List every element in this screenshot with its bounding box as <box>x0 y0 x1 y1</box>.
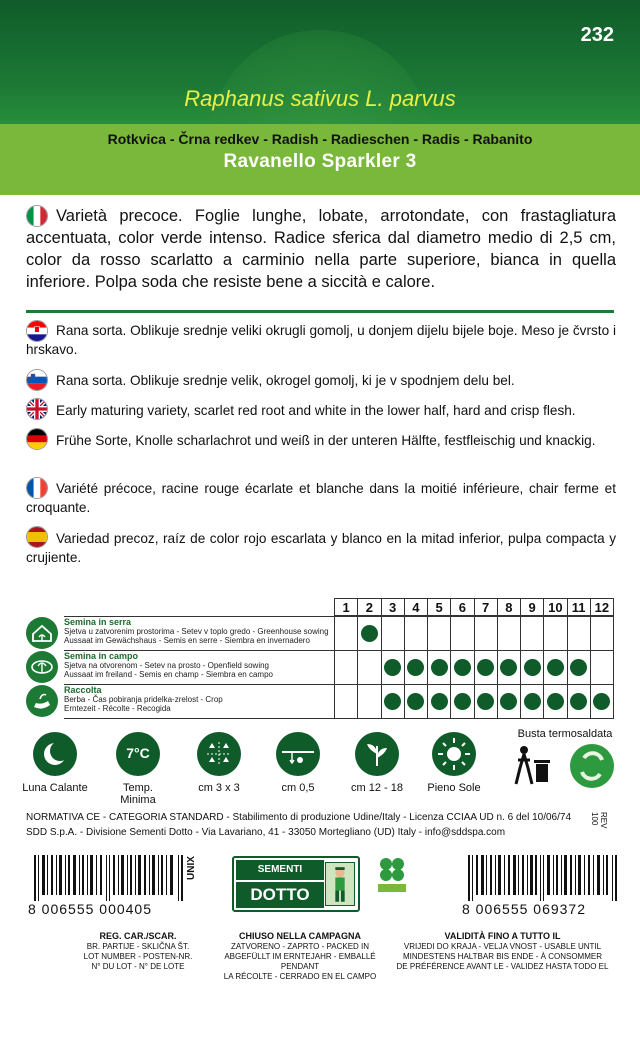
pictogram <box>421 732 487 794</box>
latin-name: Raphanus sativus L. parvus <box>184 86 456 111</box>
month-label: 4 <box>404 599 427 615</box>
validity-field <box>395 931 610 972</box>
month-cell <box>590 617 614 650</box>
month-cell <box>450 685 473 718</box>
month-cell <box>590 651 614 684</box>
calendar-row-field <box>26 650 614 684</box>
month-label: 12 <box>590 599 614 615</box>
active-month-dot <box>477 693 494 710</box>
greenhouse-icon <box>26 617 58 649</box>
month-cell <box>357 685 380 718</box>
month-cell <box>334 651 357 684</box>
clover-anniversary-icon <box>372 852 412 896</box>
month-label: 7 <box>474 599 497 615</box>
barcode-number-right: 8 006555 069372 <box>462 901 586 917</box>
active-month-dot <box>500 693 517 710</box>
lot-field <box>78 931 198 972</box>
month-label: 1 <box>334 599 357 615</box>
packed-line: ABGEFÜLLT IM ERNTEJAHR - EMBALLÉ PENDANT <box>224 952 376 971</box>
pictogram <box>344 732 410 794</box>
row-title: Raccolta <box>64 685 102 695</box>
active-month-dot <box>407 693 424 710</box>
unix-label: UNIX <box>186 856 197 880</box>
active-month-dot <box>384 659 401 676</box>
common-names: Rotkvica - Črna redkev - Radish - Radieschen - Radis - Rabanito <box>107 131 533 147</box>
month-cell <box>543 651 566 684</box>
pictogram-label: cm 0,5 <box>281 782 315 794</box>
month-header <box>334 598 614 616</box>
month-cell <box>381 651 404 684</box>
sun-icon <box>432 732 476 776</box>
description-hr: Rana sorta. Oblikuje srednje veliki okrugli gomolj, u donjem dijelu bijele boje. Meso je čvrsto i hrskavo. <box>26 323 616 357</box>
description-en: Early maturing variety, scarlet red root and white in the lower half, hard and crisp flesh. <box>56 403 576 418</box>
month-cell <box>450 617 473 650</box>
field-sowing-icon <box>26 651 58 683</box>
busta-label: Busta termosaldata <box>517 728 613 740</box>
depth-icon <box>276 732 320 776</box>
packed-field <box>210 931 390 982</box>
description-de: Frühe Sorte, Knolle scharlachrot und weiß in der unteren Hälfte, festfleischig und knackig. <box>56 433 596 448</box>
month-cell <box>334 617 357 650</box>
active-month-dot <box>524 693 541 710</box>
calendar-border <box>64 718 614 719</box>
month-cell <box>520 617 543 650</box>
validity-title: VALIDITÀ FINO A TUTTO IL <box>444 931 561 941</box>
pictogram <box>22 732 88 794</box>
month-cell <box>520 651 543 684</box>
packed-line: LA RÉCOLTE - CERRADO EN EL CAMPO <box>223 972 377 981</box>
month-label: 10 <box>543 599 566 615</box>
active-month-dot <box>524 659 541 676</box>
validity-line: MINDESTENS HALTBAR BIS ENDE - À CONSOMMER <box>403 952 602 961</box>
packed-line: ZATVORENO - ZAPRTO - PACKED IN <box>230 942 370 951</box>
month-cells <box>334 684 614 718</box>
barcode-right <box>468 855 618 901</box>
active-month-dot <box>454 693 471 710</box>
month-cell <box>497 685 520 718</box>
row-line: Aussaat im freiland - Semis en champ - Siembra en campo <box>64 670 273 679</box>
header-banner <box>0 0 640 195</box>
month-cell <box>543 617 566 650</box>
month-cell <box>427 617 450 650</box>
month-cell <box>381 617 404 650</box>
month-cell <box>334 685 357 718</box>
active-month-dot <box>407 659 424 676</box>
legal-line-2: SDD S.p.A. - Divisione Sementi Dotto - Via Lavariano, 41 - 33050 Mortegliano (UD) Italy - info@sddspa.com <box>26 827 506 838</box>
month-label: 3 <box>381 599 404 615</box>
month-cell <box>567 651 590 684</box>
validity-line: VRIJEDI DO KRAJA - VELJA VNOST - USABLE UNTIL <box>403 942 602 951</box>
row-line: Sjetva u zatvorenim prostorima - Setev v toplo gredo - Greenhouse sowing <box>64 627 329 636</box>
month-cell <box>427 651 450 684</box>
active-month-dot <box>547 693 564 710</box>
logo-top-text: SEMENTI <box>236 860 324 880</box>
pictogram <box>105 732 171 806</box>
month-cell <box>404 617 427 650</box>
validity-line: DE PRÉFÉRENCE AVANT LE - VALIDEZ HASTA TODO EL <box>396 962 609 971</box>
pictogram <box>186 732 252 794</box>
active-month-dot <box>431 693 448 710</box>
month-cell <box>427 685 450 718</box>
logo-bottom-text: DOTTO <box>236 882 324 908</box>
month-cell <box>450 651 473 684</box>
row-title: Semina in campo <box>64 651 139 661</box>
pictogram-label: cm 12 - 18 <box>351 782 403 794</box>
barcode-left <box>34 855 184 901</box>
lot-title: REG. CAR./SCAR. <box>99 931 177 941</box>
month-cell <box>497 651 520 684</box>
month-cell <box>474 651 497 684</box>
moon-icon <box>33 732 77 776</box>
plant-height-icon <box>355 732 399 776</box>
divider <box>26 310 614 313</box>
legal-line-1: NORMATIVA CE - CATEGORIA STANDARD - Stabilimento di produzione Udine/Italy - Licenza CCIAA UD n. 6 del 10/06/74 <box>26 812 572 823</box>
revision-label: REV 100 <box>590 812 608 829</box>
month-label: 11 <box>567 599 590 615</box>
spacing-icon <box>197 732 241 776</box>
month-cell <box>404 685 427 718</box>
row-line: Berba - Čas pobiranja pridelka-zrelost - Crop <box>64 695 223 704</box>
month-label: 9 <box>520 599 543 615</box>
variety-name: Ravanello Sparkler 3 <box>223 151 417 172</box>
month-cell <box>590 685 614 718</box>
sementi-dotto-logo <box>232 856 360 912</box>
thermometer-icon <box>116 732 160 776</box>
barcode-number-left: 8 006555 000405 <box>28 901 152 917</box>
month-cell <box>497 617 520 650</box>
row-line: Erntezeit - Récolte - Recogida <box>64 704 171 713</box>
month-cell <box>543 685 566 718</box>
active-month-dot <box>547 659 564 676</box>
description-es: Variedad precoz, raíz de color rojo escarlata y blanco en la mitad inferior, pulpa compacta y crujiente. <box>26 531 616 565</box>
active-month-dot <box>431 659 448 676</box>
month-cells <box>334 650 614 684</box>
pictogram-label: Temp. Minima <box>120 782 156 806</box>
month-label: 6 <box>450 599 473 615</box>
product-code: 232 <box>580 24 614 46</box>
pictogram-label: Pieno Sole <box>427 782 481 794</box>
month-label: 2 <box>357 599 380 615</box>
active-month-dot <box>500 659 517 676</box>
active-month-dot <box>477 659 494 676</box>
month-cell <box>567 617 590 650</box>
calendar-row-greenhouse <box>26 616 614 650</box>
temperature-value: 7°C <box>126 745 150 761</box>
month-cell <box>520 685 543 718</box>
description-sl: Rana sorta. Oblikuje srednje velik, okrogel gomolj, ki je v spodnjem delu bel. <box>56 373 515 388</box>
active-month-dot <box>570 659 587 676</box>
month-cells <box>334 616 614 650</box>
gardener-icon <box>325 862 355 906</box>
row-title: Semina in serra <box>64 617 132 627</box>
row-line: Aussaat im Gewächshaus - Semis en serre - Siembra en invernadero <box>64 636 310 645</box>
sealed-bag-info <box>510 728 620 795</box>
month-cell <box>567 685 590 718</box>
pictogram <box>265 732 331 794</box>
lot-line: LOT NUMBER - POSTEN-NR. <box>83 952 193 961</box>
harvest-icon <box>26 685 58 717</box>
month-cell <box>381 685 404 718</box>
month-cell <box>474 685 497 718</box>
active-month-dot <box>593 693 610 710</box>
pictogram-label: Luna Calante <box>22 782 88 794</box>
active-month-dot <box>570 693 587 710</box>
lot-line: N° DU LOT - N° DE LOTE <box>91 962 185 971</box>
month-cell <box>357 651 380 684</box>
active-month-dot <box>384 693 401 710</box>
month-label: 8 <box>497 599 520 615</box>
active-month-dot <box>454 659 471 676</box>
pictogram-label: cm 3 x 3 <box>198 782 240 794</box>
active-month-dot <box>361 625 378 642</box>
calendar-row-harvest <box>26 684 614 718</box>
description-fr: Variété précoce, racine rouge écarlate et blanche dans la moitié inférieure, chair ferme et croquante. <box>26 481 616 515</box>
month-cell <box>474 617 497 650</box>
lot-line: BR. PARTIJE - SKLIČNA ŠT. <box>86 942 190 951</box>
month-cell <box>357 617 380 650</box>
recycling-icons <box>510 740 620 792</box>
description-it: Varietà precoce. Foglie lunghe, lobate, arrotondate, con frastagliatura accentuata, color verde intenso. Radice sferica dal diametro medio di 2,5 cm, color da rosso scarlatto a carminio nella parte superiore, bianca in quella inferiore. Polpa soda che resiste bene a siccità e calore. <box>26 207 616 291</box>
row-line: Sjetva na otvorenom - Setev na prosto - Openfield sowing <box>64 661 269 670</box>
packed-title: CHIUSO NELLA CAMPAGNA <box>239 931 361 941</box>
month-cell <box>404 651 427 684</box>
month-label: 5 <box>427 599 450 615</box>
